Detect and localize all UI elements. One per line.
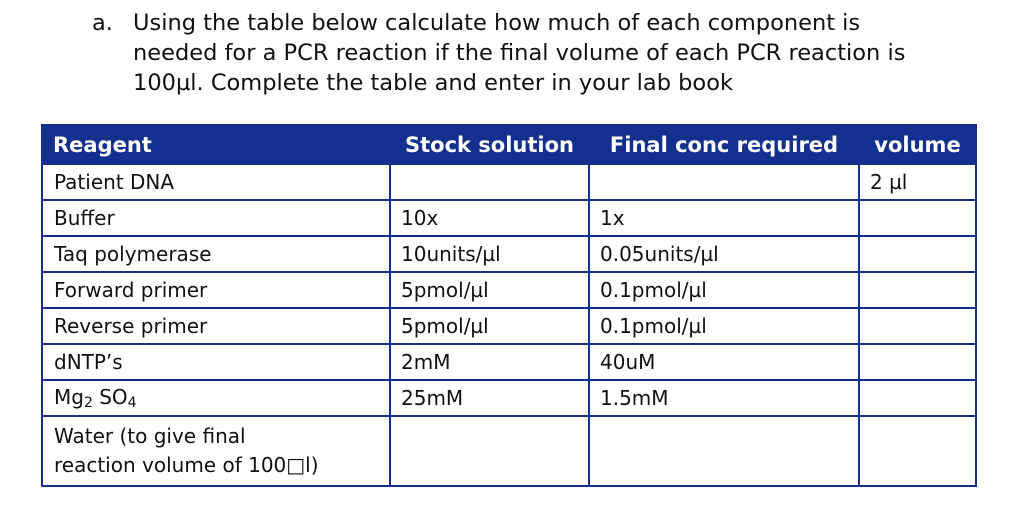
mg-text: Mg	[54, 385, 84, 409]
header-final-conc: Final conc required	[589, 125, 859, 164]
stock-cell: 25mM	[390, 380, 589, 416]
reagent-cell: Water (to give final reaction volume of 100□l)	[42, 416, 390, 486]
table-row	[42, 308, 976, 344]
reagent-cell: Buffer	[42, 200, 390, 236]
header-reagent: Reagent	[42, 125, 390, 164]
table-row	[42, 200, 976, 236]
table-row	[42, 272, 976, 308]
table-row	[42, 344, 976, 380]
so-text: SO	[99, 385, 128, 409]
stock-cell: 10x	[390, 200, 589, 236]
question-text: Using the table below calculate how much of each component is needed for a PCR reaction if the final volume of each PCR reaction is 100µl. Complete the table and enter in your lab book	[133, 10, 906, 96]
volume-cell[interactable]	[859, 416, 976, 486]
reagent-cell: Forward primer	[42, 272, 390, 308]
reagent-cell-mgso4	[42, 380, 390, 416]
reagent-cell: Reverse primer	[42, 308, 390, 344]
volume-cell[interactable]	[859, 272, 976, 308]
reagent-cell: Patient DNA	[42, 164, 390, 200]
reagent-table	[41, 124, 977, 487]
table-row	[42, 236, 976, 272]
final-conc-cell: 1.5mM	[589, 380, 859, 416]
header-volume: volume	[859, 125, 976, 164]
final-conc-cell[interactable]	[589, 164, 859, 200]
question-marker: a.	[92, 10, 113, 36]
table-row	[42, 164, 976, 200]
volume-cell[interactable]	[859, 344, 976, 380]
question-block	[92, 8, 992, 98]
reagent-cell: Taq polymerase	[42, 236, 390, 272]
table-row	[42, 416, 976, 486]
table-header-row	[42, 125, 976, 164]
final-conc-cell: 1x	[589, 200, 859, 236]
reagent-cell: dNTP’s	[42, 344, 390, 380]
final-conc-cell: 0.05units/µl	[589, 236, 859, 272]
volume-cell[interactable]	[859, 380, 976, 416]
stock-cell[interactable]	[390, 416, 589, 486]
final-conc-cell: 40uM	[589, 344, 859, 380]
table-row	[42, 380, 976, 416]
subscript-4: 4	[127, 395, 137, 411]
volume-cell[interactable]: 2 µl	[859, 164, 976, 200]
stock-cell: 5pmol/µl	[390, 272, 589, 308]
subscript-2: 2	[83, 395, 93, 411]
stock-cell[interactable]	[390, 164, 589, 200]
stock-cell: 5pmol/µl	[390, 308, 589, 344]
volume-cell[interactable]	[859, 200, 976, 236]
stock-cell: 10units/µl	[390, 236, 589, 272]
stock-cell: 2mM	[390, 344, 589, 380]
final-conc-cell[interactable]	[589, 416, 859, 486]
final-conc-cell: 0.1pmol/µl	[589, 272, 859, 308]
header-stock-solution: Stock solution	[390, 125, 589, 164]
volume-cell[interactable]	[859, 236, 976, 272]
volume-cell[interactable]	[859, 308, 976, 344]
final-conc-cell: 0.1pmol/µl	[589, 308, 859, 344]
